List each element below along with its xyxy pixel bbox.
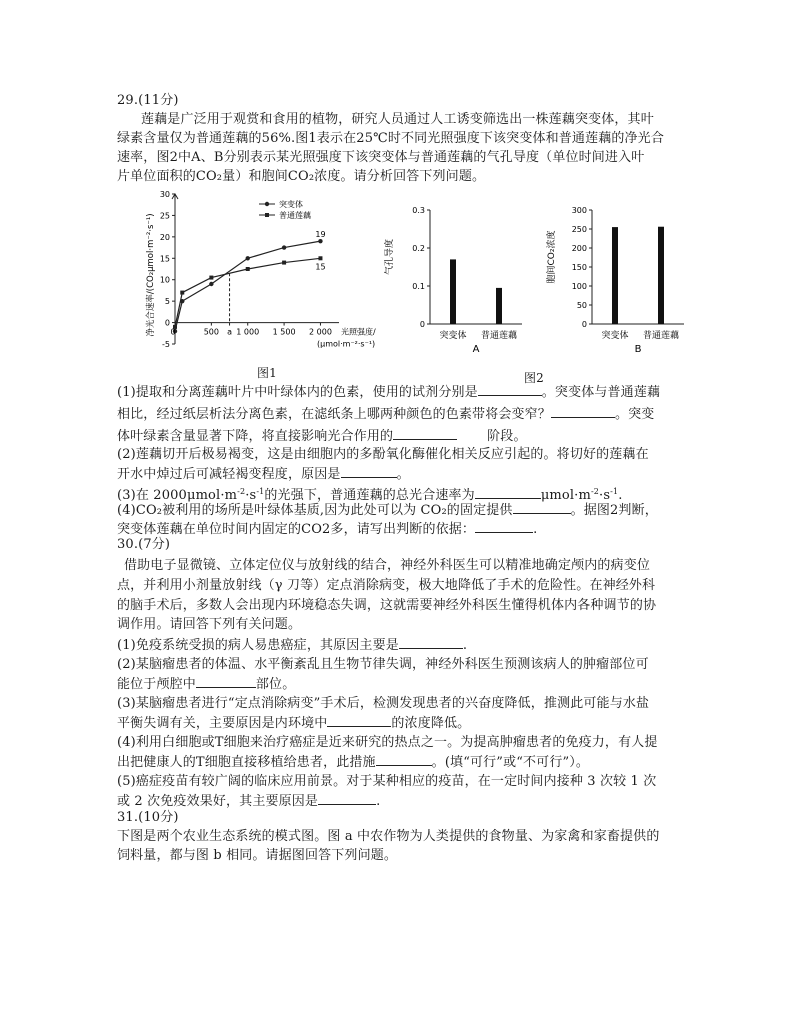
y-tick-label: 10 [159, 275, 170, 285]
answer-blank[interactable] [399, 636, 463, 649]
y-tick-label: -5 [162, 340, 170, 349]
y-axis-label: 净光合速率/(CO₂μmol·m⁻²·s⁻¹) [146, 213, 156, 337]
q30-sub2-line2 [117, 675, 687, 694]
x-category-label: 普通莲藕 [642, 331, 680, 341]
answer-blank[interactable] [475, 486, 541, 499]
q29-sub1-text: 。突变体与普通莲藕 [541, 385, 661, 400]
q29-sub3-text: ·s [599, 488, 611, 503]
q30-intro-line: 的脑手术后，多数人会出现内环境稳态失调，这就需要神经外科医生懂得机体内各种调节的协 [117, 598, 657, 613]
q29-intro-line: 莲藕是广泛用于观赏和食用的植物，研究人员通过人工诱变筛选出一株莲藕突变体，其叶 [141, 112, 654, 127]
q29-sub2-line2 [117, 465, 687, 484]
q29-sub1-text: 相比，经过纸层析法分离色素，在滤纸条上哪两种颜色的色素带将会变窄？ [117, 407, 551, 422]
q30-sub2-text: 能位于颅腔中 [117, 677, 196, 692]
q29-sub3-text: μmol·m [540, 488, 591, 503]
x-tick-label: 1 000 [236, 327, 260, 337]
figure-2a-bar-chart [378, 196, 540, 386]
q29-sub4-line1 [117, 501, 687, 520]
bar [450, 259, 456, 324]
bar [612, 227, 618, 324]
q29-sub1-text: 。突变 [614, 407, 655, 422]
y-tick-label: 20 [159, 232, 170, 242]
y-tick-label: 200 [571, 244, 587, 253]
q29-sub3-text: 的光强下，普通莲藕的总光合速率为 [264, 488, 475, 503]
y-tick-label: 0 [581, 320, 587, 329]
answer-blank[interactable] [475, 520, 533, 533]
q29-sub1-text: 体叶绿素含量显著下降，将直接影响光合作用的 [117, 429, 394, 444]
x-tick-label: 0 [170, 327, 176, 337]
answer-blank[interactable] [196, 675, 256, 688]
y-tick-label: 50 [576, 301, 587, 310]
q29-sub4-text: 。据图2判断， [570, 503, 658, 518]
y-tick-label: 30 [159, 190, 170, 199]
q29-header: 29.(11分) [117, 93, 179, 108]
q29-sub3-text: (3)在 2000μmol·m [117, 488, 238, 503]
q30-sub4-text: 。(填“可行”或“不可行”）。 [431, 755, 590, 770]
data-point [246, 267, 250, 271]
q31-intro-line: 饲料量，都与图 b 相同。请据图回答下列问题。 [117, 848, 398, 863]
data-point [282, 261, 286, 265]
q30-sub2-line1: (2)某脑瘤患者的体温、水平衡紊乱且生物节律失调，神经外科医生预测该病人的肿瘤部位可 [117, 657, 649, 672]
figure-1-caption: 图1 [257, 366, 277, 380]
y-tick-label: 0.2 [412, 244, 425, 253]
answer-blank[interactable] [513, 501, 571, 514]
q29-sub2-text: 开水中焯过后可减轻褐变程度，原因是 [117, 467, 341, 482]
q29-sub4-text: 突变体莲藕在单位时间内固定的CO2多，请写出判断的依据： [117, 522, 476, 537]
q31-intro-line: 下图是两个农业生态系统的模式图。图 a 中农作物为人类提供的食物量、为家禽和家畜提供的 [117, 829, 660, 844]
bar [658, 227, 664, 324]
figure-2b-bar-chart [540, 196, 690, 368]
q30-sub1 [117, 636, 687, 655]
q30-sub1-text: . [462, 638, 468, 653]
legend-label: 突变体 [279, 200, 303, 209]
legend-label: 普通莲藕 [279, 211, 311, 220]
q30-sub3-line1: (3)某脑瘤患者进行“定点消除病变”手术后，检测发现患者的兴奋度降低，推测此可能与水盐 [117, 696, 650, 711]
y-tick-label: 0 [419, 320, 425, 329]
q29-sub2-line1: (2)莲藕切开后极易褐变，这是由细胞内的多酚氧化酶催化相关反应引起的。将切好的莲藕在 [117, 447, 649, 462]
q29-sub1-text: 阶段。 [487, 429, 527, 444]
q29-intro-line: 片单位面积的CO₂量）和胞间CO₂浓度。请分析回答下列问题。 [117, 169, 486, 184]
series-end-label: 15 [315, 262, 326, 272]
y-tick-label: 15 [159, 254, 170, 264]
data-point [282, 245, 286, 249]
data-point [209, 276, 213, 280]
q30-intro-line: 调作用。请回答下列有关问题。 [117, 617, 302, 632]
legend-marker [265, 213, 269, 217]
q29-sub2-text: 。 [396, 467, 410, 482]
q30-sub5-text: . [376, 794, 381, 809]
y-tick-label: 300 [571, 206, 587, 215]
y-axis-label: 气孔导度 [385, 238, 395, 276]
x-tick-label: 2 000 [309, 327, 332, 337]
q31-header: 31.(10分) [117, 810, 179, 825]
figure-1-line-chart [117, 186, 376, 376]
data-point [318, 256, 322, 260]
y-tick-label: 0.1 [412, 282, 425, 291]
answer-blank[interactable] [551, 405, 615, 418]
data-point [180, 291, 184, 295]
q29-sub1-text: (1)提取和分离莲藕叶片中叶绿体内的色素，使用的试剂分别是 [117, 385, 478, 400]
panel-label: A [472, 344, 480, 355]
q30-sub3-line2 [117, 714, 687, 733]
data-point [209, 282, 213, 286]
series-end-label: 19 [315, 230, 326, 240]
figure-2-caption: 图2 [524, 371, 544, 385]
q30-sub4-line1: (4)利用白细胞或T细胞来治疗癌症是近来研究的热点之一。为提高肿瘤患者的免疫力，有人提 [117, 735, 658, 750]
y-tick-label: 0 [164, 318, 170, 328]
q30-sub3-text: 的浓度降低。 [391, 716, 471, 731]
panel-label: B [634, 344, 642, 355]
y-tick-label: 100 [571, 282, 587, 291]
answer-blank[interactable] [327, 714, 391, 727]
data-point [246, 256, 250, 260]
q30-intro-line: 借助电子显微镜、立体定位仪与放射线的结合，神经外科医生可以精准地确定颅内的病变位 [124, 558, 651, 573]
x-category-label: 普通莲藕 [480, 331, 518, 341]
legend-marker [265, 202, 269, 206]
q29-sub4-text: . [533, 522, 538, 537]
q29-sub3: (3)在 $2000\mu mol\cdot m^{-2}\cdot s^{-1}$的光强下，普通莲藕的总光合速率为 $\mu mol\cdot m^{-2}\cdot s^{-1}$. [117, 487, 623, 503]
q30-sub2-text: 部位。 [255, 677, 296, 692]
answer-blank[interactable] [478, 383, 542, 396]
q30-sub5-line1: (5)癌症疫苗有较广阔的临床应用前景。对于某种相应的疫苗，在一定时间内接种 3 次较 1 次 [117, 774, 657, 789]
answer-blank[interactable] [393, 427, 457, 440]
x-tick-label: 1 500 [272, 327, 296, 337]
y-tick-label: 250 [571, 225, 587, 234]
q30-intro-line: 点，并利用小剂量放射线（γ 刀等）定点消除病变，极大地降低了手术的危险性。在神经外科 [117, 578, 656, 593]
y-axis-label: 胞间CO₂浓度 [547, 230, 557, 284]
q30-sub5-text: 或 2 次免疫效果好，其主要原因是 [117, 794, 319, 809]
q29-intro-line: 绿素含量仅为普通莲藕的56%.图1表示在25℃时不同光照强度下该突变体和普通莲藕的净光合 [117, 131, 664, 146]
answer-blank[interactable] [318, 792, 376, 805]
q30-sub3-text: 平衡失调有关，主要原因是内环境中 [117, 716, 328, 731]
q29-intro-line: 速率，图2中A、B分别表示某光照强度下该突变体与普通莲藕的气孔导度（单位时间进入叶 [117, 150, 645, 165]
x-axis-label: 光照强度/ [341, 327, 376, 337]
x-category-label: 突变体 [601, 331, 629, 341]
answer-blank[interactable] [376, 753, 432, 766]
bar [496, 288, 502, 324]
x-tick-label: a [227, 327, 232, 337]
q30-sub4-line2 [117, 753, 687, 772]
q29-sub1-line2 [117, 405, 687, 424]
series-line [175, 241, 320, 331]
q30-sub1-text: (1)免疫系统受损的病人易患癌症，其原因主要是 [117, 638, 399, 653]
y-tick-label: 5 [164, 297, 170, 307]
q29-sub4-text: (4)CO₂被利用的场所是叶绿体基质,因为此处可以为 CO₂的固定提供 [117, 503, 513, 518]
q29-sub1-line3 [117, 427, 687, 446]
y-tick-label: 150 [571, 263, 587, 272]
x-tick-label: 500 [203, 327, 220, 337]
data-point [318, 239, 322, 243]
y-tick-label: 25 [159, 211, 170, 221]
y-tick-label: 0.3 [412, 206, 425, 215]
q29-sub3-text: . [618, 488, 623, 503]
q29-sub1-line1 [117, 383, 687, 402]
q30-header: 30.(7分) [117, 537, 171, 552]
x-axis-label: (μmol·m⁻²·s⁻¹) [317, 339, 376, 349]
q29-sub3-text: ·s [245, 488, 257, 503]
x-category-label: 突变体 [439, 331, 467, 341]
q30-sub4-text: 出把健康人的T细胞直接移植给患者，此措施 [117, 755, 376, 770]
answer-blank[interactable] [341, 465, 397, 478]
